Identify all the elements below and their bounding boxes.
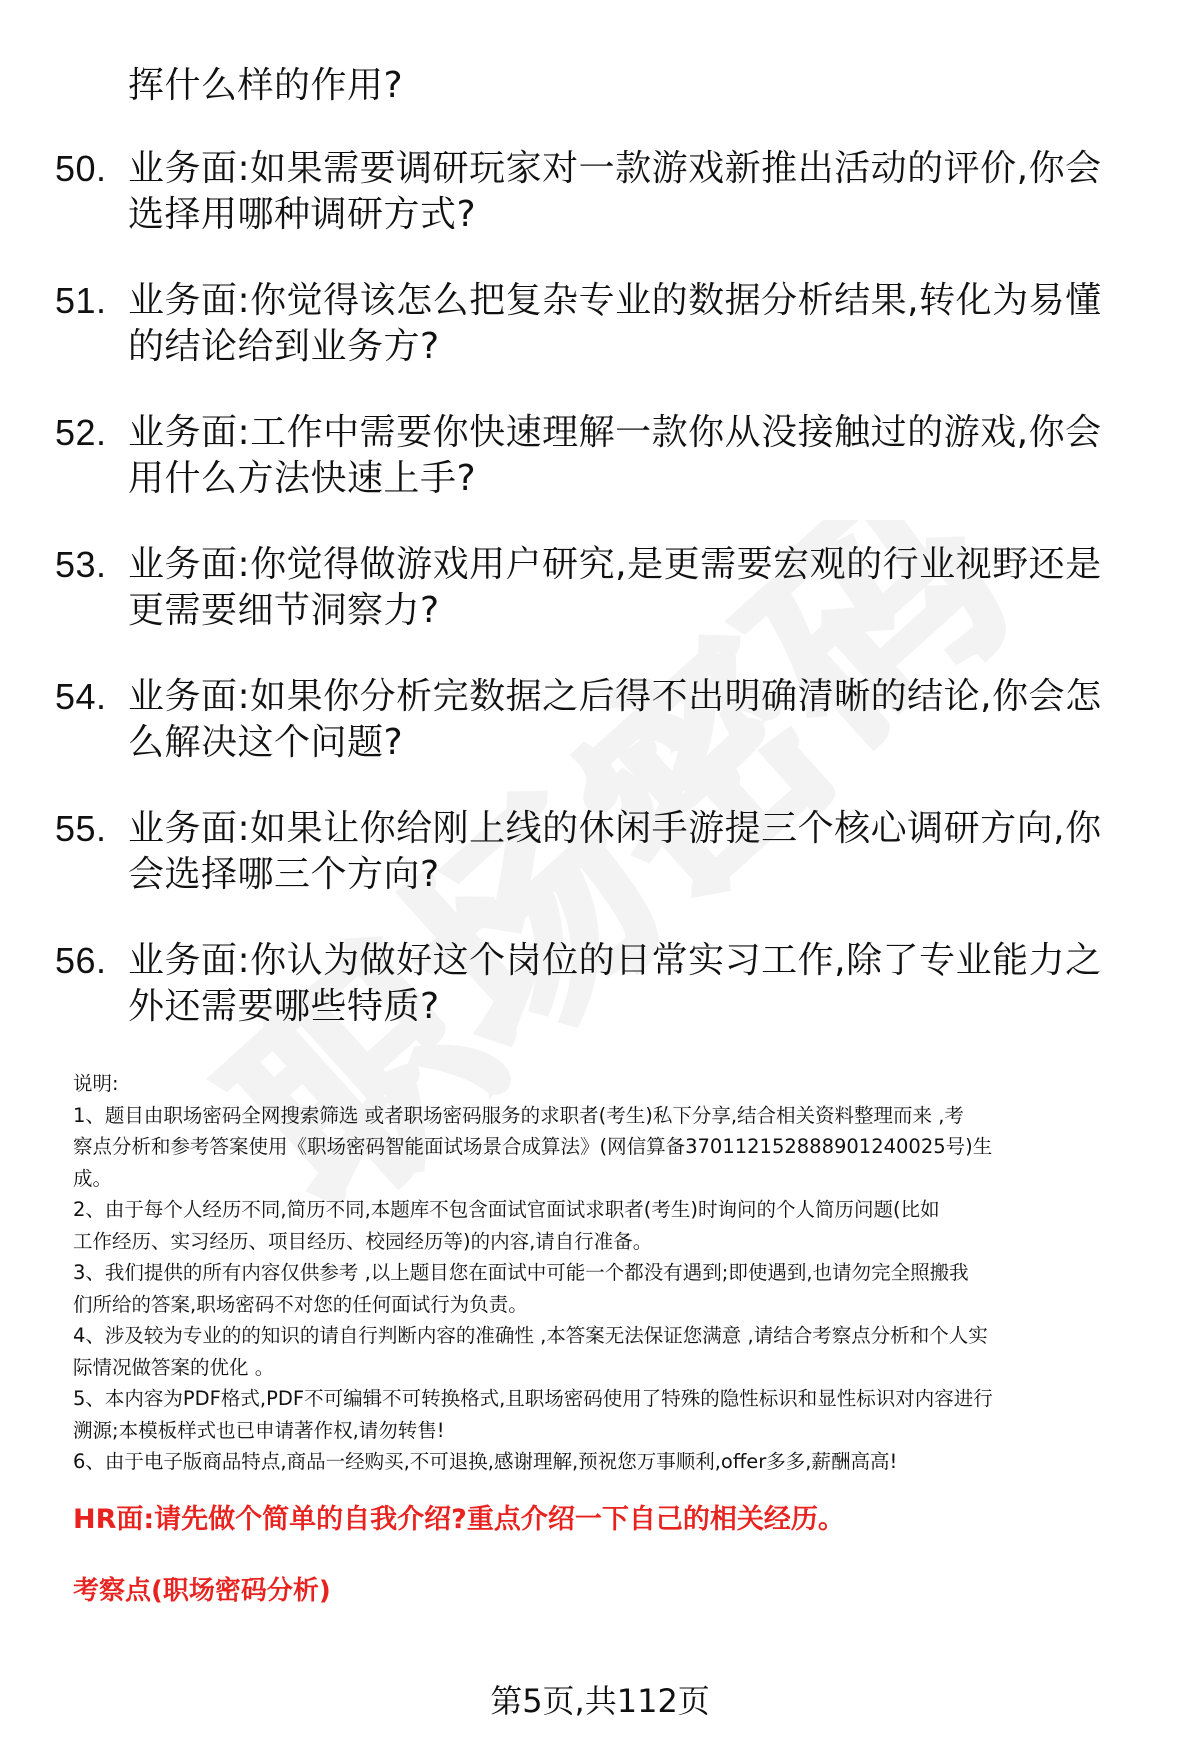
question-number: 52.	[55, 412, 107, 453]
question-text: 业务面:工作中需要你快速理解一款你从没接触过的游戏,你会	[128, 412, 1102, 453]
question-text: 挥什么样的作用?	[128, 65, 404, 106]
question-text: 的结论给到业务方?	[128, 326, 440, 367]
notes-line: 1、题目由职场密码全网搜索筛选 或者职场密码服务的求职者(考生)私下分享,结合相关资料整理而来 ,考	[73, 1103, 964, 1127]
notes-line: 工作经历、实习经历、项目经历、校园经历等)的内容,请自行准备。	[73, 1229, 653, 1253]
question-text: 业务面:如果需要调研玩家对一款游戏新推出活动的评价,你会	[128, 148, 1102, 189]
notes-line: 成。	[73, 1166, 113, 1190]
notes-line: 2、由于每个人经历不同,简历不同,本题库不包含面试官面试求职者(考生)时询问的个人简历问题(比如	[73, 1198, 940, 1221]
question-text: 业务面:你认为做好这个岗位的日常实习工作,除了专业能力之	[128, 940, 1102, 981]
question-text: 用什么方法快速上手?	[128, 458, 477, 499]
question-number: 50.	[55, 148, 107, 189]
question-text: 么解决这个问题?	[128, 722, 404, 763]
question-text: 外还需要哪些特质?	[128, 986, 440, 1027]
analysis-heading: 考察点(职场密码分析)	[73, 1576, 331, 1606]
question-text: 更需要细节洞察力?	[128, 590, 440, 631]
question-number: 54.	[55, 676, 107, 717]
notes-line: 溯源;本模板样式也已申请著作权,请勿转售!	[73, 1418, 445, 1442]
notes-line: 6、由于电子版商品特点,商品一经购买,不可退换,感谢理解,预祝您万事顺利,offer多多,薪酬高高!	[73, 1450, 898, 1473]
notes-section	[73, 1068, 1163, 1478]
notes-line: 们所给的答案,职场密码不对您的任何面试行为负责。	[73, 1292, 528, 1316]
question-number: 55.	[55, 808, 107, 849]
notes-line: 3、我们提供的所有内容仅供参考 ,以上题目您在面试中可能一个都没有遇到;即使遇到,也请勿完全照搬我	[73, 1261, 969, 1284]
question-number: 51.	[55, 280, 107, 321]
question-number: 53.	[55, 544, 107, 585]
notes-title: 说明:	[73, 1072, 119, 1095]
question-text: 业务面:你觉得做游戏用户研究,是更需要宏观的行业视野还是	[128, 544, 1102, 585]
notes-line: 4、涉及较为专业的的知识的请自行判断内容的准确性 ,本答案无法保证您满意 ,请结合考察点分析和个人实	[73, 1324, 988, 1347]
question-text: 选择用哪种调研方式?	[128, 194, 477, 235]
notes-line: 5、本内容为PDF格式,PDF不可编辑不可转换格式,且职场密码使用了特殊的隐性标识和显性标识对内容进行	[73, 1387, 993, 1410]
question-text: 业务面:如果你分析完数据之后得不出明确清晰的结论,你会怎	[128, 676, 1102, 717]
question-text: 业务面:你觉得该怎么把复杂专业的数据分析结果,转化为易懂	[128, 280, 1102, 321]
question-number: 56.	[55, 940, 107, 981]
question-text: 会选择哪三个方向?	[128, 854, 440, 895]
hr-question-heading: HR面:请先做个简单的自我介绍?重点介绍一下自己的相关经历。	[73, 1504, 845, 1535]
question-text: 业务面:如果让你给刚上线的休闲手游提三个核心调研方向,你	[128, 808, 1102, 849]
notes-line: 际情况做答案的优化 。	[73, 1355, 275, 1379]
notes-line: 察点分析和参考答案使用《职场密码智能面试场景合成算法》(网信算备370112152888901240025号)生	[73, 1135, 993, 1158]
page-number: 第5页,共112页	[490, 1682, 710, 1720]
